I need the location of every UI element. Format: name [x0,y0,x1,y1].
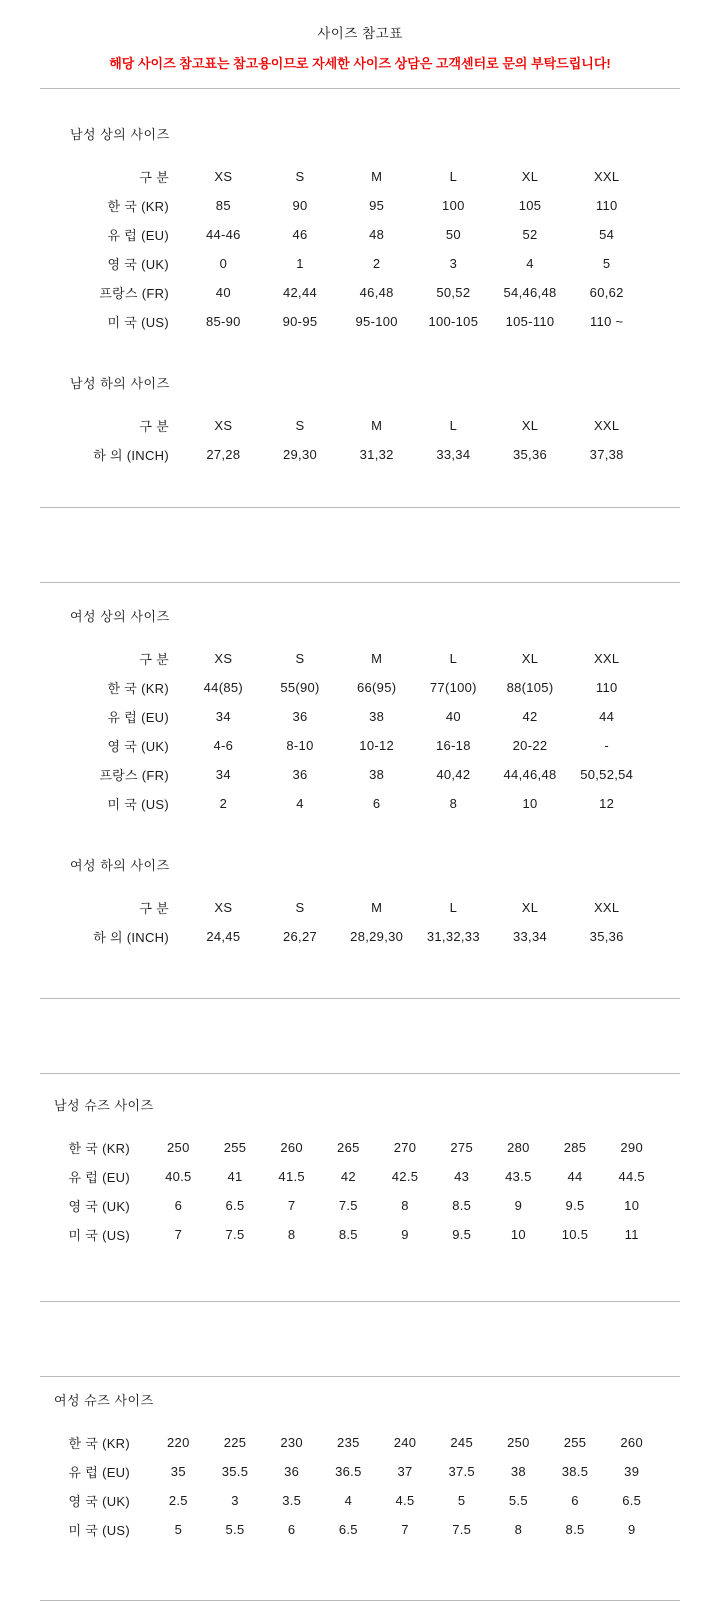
table-cell: 5.5 [225,1522,245,1537]
table-header-cell: XL [521,169,539,184]
table-cell: 9 [401,1227,409,1242]
table-cell: 2 [372,256,381,271]
table-cell: 37,38 [589,447,624,462]
table-header-label: 구 분 [139,419,169,434]
table-cell: 10-12 [359,738,395,753]
table-cell: 46,48 [359,285,394,300]
table-cell: 16-18 [435,738,471,753]
table-cell: 77(100) [429,680,477,695]
table-cell: 95-100 [355,314,398,329]
table-cell: 245 [450,1435,473,1450]
row-label: 영 국 (UK) [68,1494,130,1509]
table-cell: 88(105) [506,680,554,695]
row-label: 프랑스 (FR) [99,286,169,301]
table-cell: 7 [174,1227,183,1242]
table-cell: 8.5 [565,1522,585,1537]
page-title: 사이즈 참고표 [317,26,403,41]
table-cell: 5 [457,1493,466,1508]
row-label: 하 의 (INCH) [93,930,169,945]
table-cell: 5.5 [508,1493,528,1508]
section-group [0,89,720,507]
table-header-cell: S [295,418,305,433]
table-cell: 8 [449,796,458,811]
size-table [40,162,645,336]
table-cell: 38 [510,1464,526,1479]
section-title: 여성 슈즈 사이즈 [54,1393,154,1408]
page-header [0,0,720,88]
size-tables [0,89,720,1601]
table-header-cell: L [449,169,458,184]
table-header-cell: L [449,900,458,915]
table-cell: 6 [372,796,381,811]
table-header-cell: XXL [593,651,620,666]
table-header-label: 구 분 [139,170,169,185]
table-cell: 10.5 [561,1227,589,1242]
table-row [40,1162,660,1191]
table-cell: 60,62 [589,285,624,300]
table-header-cell: XS [214,651,233,666]
row-label: 한 국 (KR) [68,1436,130,1451]
table-cell: 9.5 [565,1198,585,1213]
row-label: 유 럽 (EU) [68,1170,130,1185]
size-section [0,1098,720,1249]
table-cell: 9 [514,1198,523,1213]
warning-text: 해당 사이즈 참고표는 참고용이므로 자세한 사이즈 상담은 고객센터로 문의 부탁드립니다! [109,56,611,71]
table-header-cell: S [295,651,305,666]
row-label: 영 국 (UK) [107,257,169,272]
row-label: 미 국 (US) [68,1523,130,1538]
table-cell: 43 [454,1169,470,1184]
table-cell: 42,44 [282,285,318,300]
table-cell: 42 [522,709,538,724]
table-cell: 50,52 [436,285,471,300]
table-cell: 36.5 [335,1464,362,1479]
table-cell: 36 [292,767,308,782]
table-row [40,789,645,818]
table-row [40,673,645,702]
table-cell: 37 [397,1464,413,1479]
section-title: 여성 하의 사이즈 [70,858,170,873]
table-cell: 29,30 [282,447,318,462]
table-cell: 85 [215,198,231,213]
table-cell: 48 [369,227,385,242]
table-cell: 225 [223,1435,247,1450]
table-cell: 8.5 [452,1198,472,1213]
row-label: 한 국 (KR) [68,1141,130,1156]
table-row [40,731,645,760]
table-cell: 6 [174,1198,183,1213]
table-row [40,1428,660,1457]
table-cell: 44-46 [205,227,241,242]
table-cell: 100-105 [428,314,479,329]
table-cell: 7.5 [452,1522,472,1537]
table-cell: 42 [340,1169,356,1184]
table-header-cell: XXL [593,418,620,433]
size-section [0,376,720,469]
table-cell: 52 [522,227,538,242]
table-cell: 1 [296,256,304,271]
table-cell: 12 [599,796,615,811]
table-cell: 3.5 [282,1493,302,1508]
table-cell: 50,52,54 [580,767,634,782]
table-cell: 36 [284,1464,300,1479]
table-cell: 290 [620,1140,643,1155]
table-cell: 90-95 [282,314,318,329]
table-cell: 4 [344,1493,353,1508]
table-cell: 40,42 [436,767,471,782]
table-header-label: 구 분 [139,901,169,916]
table-header-row [40,162,645,191]
table-row [40,220,645,249]
section-title: 여성 상의 사이즈 [70,609,170,624]
size-table [40,644,645,818]
table-cell: 37.5 [448,1464,475,1479]
table-cell: 110 [595,680,618,695]
table-cell: 6.5 [225,1198,245,1213]
table-header-cell: M [371,418,383,433]
table-cell: 38.5 [561,1464,589,1479]
table-header-cell: XS [214,169,233,184]
table-cell: 44(85) [203,680,244,695]
row-label: 미 국 (US) [68,1228,130,1243]
table-cell: 40.5 [165,1169,192,1184]
table-cell: 4-6 [213,738,234,753]
table-cell: 6.5 [622,1493,642,1508]
table-header-cell: XS [214,900,233,915]
table-cell: - [604,738,610,753]
table-cell: 85-90 [205,314,241,329]
table-header-cell: M [371,169,383,184]
table-cell: 24,45 [206,929,241,944]
table-row [40,760,645,789]
table-cell: 100 [442,198,465,213]
table-header-row [40,411,645,440]
row-label: 하 의 (INCH) [93,448,169,463]
divider-gap [0,508,720,582]
table-row [40,191,645,220]
table-cell: 0 [219,256,228,271]
table-cell: 39 [624,1464,640,1479]
divider-gap [0,1302,720,1376]
table-cell: 33,34 [513,929,548,944]
table-cell: 7.5 [338,1198,358,1213]
table-header-cell: XL [521,651,539,666]
size-section [0,1393,720,1544]
table-cell: 7 [401,1522,409,1537]
table-cell: 2.5 [168,1493,188,1508]
row-label: 유 럽 (EU) [68,1465,130,1480]
table-cell: 230 [280,1435,303,1450]
row-label: 프랑스 (FR) [99,768,169,783]
table-cell: 10 [510,1227,526,1242]
table-cell: 35 [170,1464,186,1479]
table-row [40,702,645,731]
table-cell: 4 [526,256,534,271]
table-cell: 90 [292,198,308,213]
size-section [0,127,720,336]
table-cell: 38 [369,709,385,724]
table-cell: 240 [393,1435,417,1450]
table-cell: 54 [599,227,615,242]
table-header-cell: XXL [593,169,620,184]
table-row [40,1220,660,1249]
table-cell: 7.5 [225,1227,245,1242]
table-cell: 105-110 [505,314,555,329]
table-cell: 110 ~ [589,314,624,329]
table-cell: 33,34 [436,447,471,462]
table-row [40,440,645,469]
size-table [40,411,645,469]
table-cell: 235 [337,1435,360,1450]
table-header-cell: L [449,651,458,666]
table-cell: 35,36 [589,929,624,944]
table-cell: 54,46,48 [503,285,557,300]
size-section [0,609,720,818]
row-label: 한 국 (KR) [107,681,169,696]
table-cell: 4.5 [395,1493,415,1508]
table-header-cell: M [371,651,383,666]
table-row [40,278,645,307]
table-cell: 44 [599,709,615,724]
table-cell: 41.5 [278,1169,305,1184]
table-row [40,1486,660,1515]
size-table [40,893,645,951]
table-cell: 8 [287,1227,296,1242]
table-cell: 66(95) [356,680,397,695]
table-cell: 285 [563,1140,587,1155]
table-cell: 34 [215,767,231,782]
divider-gap [0,999,720,1073]
table-row [40,307,645,336]
table-cell: 44,46,48 [503,767,557,782]
size-table [40,1133,660,1249]
table-row [40,922,645,951]
table-header-row [40,644,645,673]
section-title: 남성 하의 사이즈 [70,376,170,391]
table-row [40,1191,660,1220]
table-header-cell: S [295,900,305,915]
table-cell: 8-10 [286,738,314,753]
table-cell: 31,32 [359,447,394,462]
size-table [40,1428,660,1544]
table-cell: 50 [445,227,461,242]
table-cell: 55(90) [280,680,320,695]
table-header-cell: XXL [593,900,620,915]
table-header-cell: XL [521,900,539,915]
table-cell: 10 [522,796,538,811]
section-title: 남성 슈즈 사이즈 [54,1098,154,1113]
table-cell: 6.5 [338,1522,358,1537]
table-cell: 2 [219,796,228,811]
table-cell: 27,28 [206,447,241,462]
table-cell: 3 [231,1493,239,1508]
table-cell: 255 [563,1435,587,1450]
table-cell: 35,36 [513,447,548,462]
table-cell: 5 [602,256,611,271]
table-header-cell: M [371,900,383,915]
row-label: 미 국 (US) [107,315,169,330]
table-cell: 270 [393,1140,417,1155]
table-cell: 44 [567,1169,583,1184]
row-label: 유 럽 (EU) [107,710,169,725]
table-cell: 11 [624,1227,639,1242]
table-cell: 40 [215,285,231,300]
row-label: 미 국 (US) [107,797,169,812]
table-cell: 35.5 [221,1464,249,1479]
table-header-label: 구 분 [139,652,169,667]
table-cell: 31,32,33 [426,929,480,944]
table-row [40,1133,660,1162]
table-cell: 9.5 [452,1227,472,1242]
table-cell: 3 [449,256,458,271]
table-cell: 250 [167,1140,190,1155]
table-header-cell: L [449,418,458,433]
table-cell: 95 [369,198,385,213]
table-cell: 260 [620,1435,643,1450]
table-cell: 10 [624,1198,640,1213]
table-cell: 6 [571,1493,579,1508]
table-cell: 8 [401,1198,409,1213]
table-cell: 220 [167,1435,190,1450]
section-group [0,1377,720,1600]
table-cell: 4 [296,796,304,811]
table-cell: 110 [595,198,618,213]
table-cell: 265 [337,1140,360,1155]
table-cell: 20-22 [512,738,548,753]
table-header-cell: XS [214,418,233,433]
table-cell: 260 [280,1140,303,1155]
table-cell: 250 [507,1435,530,1450]
table-cell: 28,29,30 [350,929,404,944]
table-row [40,1457,660,1486]
row-label: 유 럽 (EU) [107,228,169,243]
table-cell: 41 [227,1169,243,1184]
section-group [0,583,720,998]
row-label: 영 국 (UK) [107,739,169,754]
table-cell: 8 [514,1522,523,1537]
section-title: 남성 상의 사이즈 [70,127,170,142]
table-cell: 44.5 [618,1169,645,1184]
row-label: 한 국 (KR) [107,199,169,214]
table-row [40,1515,660,1544]
table-cell: 255 [223,1140,247,1155]
table-cell: 40 [445,709,461,724]
table-header-cell: XL [521,418,539,433]
table-cell: 43.5 [505,1169,532,1184]
size-section [0,858,720,951]
table-header-row [40,893,645,922]
table-cell: 280 [507,1140,530,1155]
table-cell: 46 [292,227,308,242]
table-cell: 34 [215,709,231,724]
table-cell: 38 [369,767,385,782]
section-group [0,1074,720,1301]
table-cell: 26,27 [282,929,318,944]
table-cell: 7 [287,1198,296,1213]
row-label: 영 국 (UK) [68,1199,130,1214]
table-cell: 6 [287,1522,296,1537]
table-cell: 105 [518,198,542,213]
table-cell: 42.5 [391,1169,419,1184]
table-cell: 36 [292,709,308,724]
table-cell: 5 [174,1522,183,1537]
table-row [40,249,645,278]
table-cell: 8.5 [338,1227,358,1242]
table-cell: 9 [627,1522,636,1537]
table-header-cell: S [295,169,305,184]
table-cell: 275 [450,1140,473,1155]
